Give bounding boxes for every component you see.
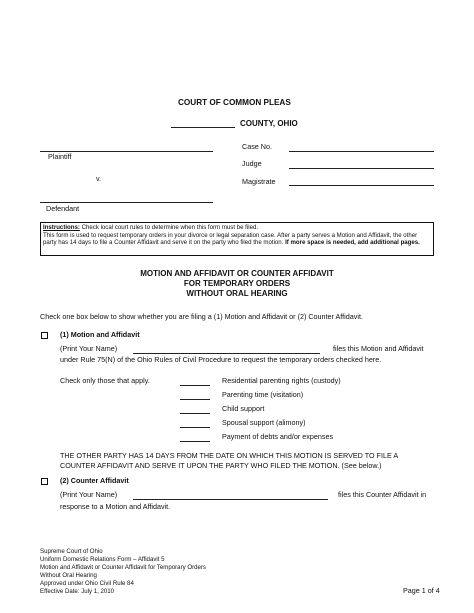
section2-files-text: files this Counter Affidavit in <box>338 490 427 499</box>
footer-line2: Uniform Domestic Relations Form – Affidavit 5 <box>40 556 165 563</box>
form-title-line1: MOTION AND AFFIDAVIT OR COUNTER AFFIDAVIT <box>140 269 334 278</box>
option-child-support-check[interactable] <box>180 413 210 414</box>
option-custody-check[interactable] <box>180 385 210 386</box>
plaintiff-label: Plaintiff <box>48 152 72 161</box>
option-custody-label: Residential parenting rights (custody) <box>222 376 341 385</box>
instructions-line2: This form is used to request temporary orders in your divorce or legal separation case. After a party serves a Motion and Affidavit, the other party has 14 days to file a Counter Affidavit and serve it on the party who filed the motion. <box>43 231 418 247</box>
option-debts-label: Payment of debts and/or expenses <box>222 432 334 441</box>
section1-print-name-label: (Print Your Name) <box>60 344 118 353</box>
intro-text: Check one box below to show whether you are filing a (1) Motion and Affidavit or (2) Counter Affidavit. <box>40 312 363 321</box>
magistrate-label: Magistrate <box>242 177 276 186</box>
notice-line2: COUNTER AFFIDAVIT AND SERVE IT UPON THE PARTY WHO FILED THE MOTION. (See below.) <box>60 461 382 470</box>
footer-line5: Approved under Ohio Civil Rule 84 <box>40 580 134 587</box>
motion-affidavit-checkbox[interactable] <box>41 332 48 339</box>
county-label: COUNTY, OHIO <box>240 119 298 128</box>
instructions-line1: Check local court rules to determine when this form must be filed. <box>79 224 259 231</box>
section1-heading: (1) Motion and Affidavit <box>60 330 140 339</box>
section2-response-text: response to a Motion and Affidavit. <box>60 502 171 511</box>
footer-line1: Supreme Court of Ohio <box>40 548 103 555</box>
footer-line4: Without Oral Hearing <box>40 572 97 579</box>
form-title-line3: WITHOUT ORAL HEARING <box>186 289 288 298</box>
footer-line6: Effective Date: July 1, 2010 <box>40 588 115 595</box>
instructions-bold-tail: If more space is needed, add additional pages. <box>285 239 420 247</box>
section1-rule-text: under Rule 75(N) of the Ohio Rules of Civil Procedure to request the temporary orders checked here. <box>60 355 382 364</box>
instructions-label: Instructions: <box>43 224 80 231</box>
check-only-text: Check only those that apply. <box>60 376 150 385</box>
county-name-field[interactable] <box>171 127 235 128</box>
versus-label: v. <box>96 174 102 183</box>
option-spousal-support-label: Spousal support (alimony) <box>222 418 306 427</box>
judge-field[interactable] <box>289 168 434 169</box>
defendant-label: Defendant <box>46 204 80 213</box>
section2-print-name-label: (Print Your Name) <box>60 490 118 499</box>
section2-heading: (2) Counter Affidavit <box>60 476 129 485</box>
case-no-field[interactable] <box>289 151 434 152</box>
notice-line1: THE OTHER PARTY HAS 14 DAYS FROM THE DATE ON WHICH THIS MOTION IS SERVED TO FILE A <box>60 451 399 460</box>
option-debts-check[interactable] <box>180 441 210 442</box>
page-number: Page 1 of 4 <box>403 586 440 595</box>
magistrate-field[interactable] <box>289 185 434 186</box>
option-child-support-label: Child support <box>222 404 265 413</box>
section1-files-text: files this Motion and Affidavit <box>333 344 424 353</box>
section1-name-field[interactable] <box>133 353 320 354</box>
form-title-line2: FOR TEMPORARY ORDERS <box>183 279 291 288</box>
judge-label: Judge <box>242 159 262 168</box>
case-no-label: Case No. <box>242 142 272 151</box>
instructions-box <box>40 222 434 256</box>
section2-name-field[interactable] <box>133 499 328 500</box>
option-visitation-check[interactable] <box>180 399 210 400</box>
defendant-name-field[interactable] <box>40 202 213 203</box>
option-visitation-label: Parenting time (visitation) <box>222 390 304 399</box>
counter-affidavit-checkbox[interactable] <box>41 478 48 485</box>
footer-line3: Motion and Affidavit or Counter Affidavit for Temporary Orders <box>40 564 206 571</box>
option-spousal-support-check[interactable] <box>180 427 210 428</box>
court-title: COURT OF COMMON PLEAS <box>178 98 291 107</box>
